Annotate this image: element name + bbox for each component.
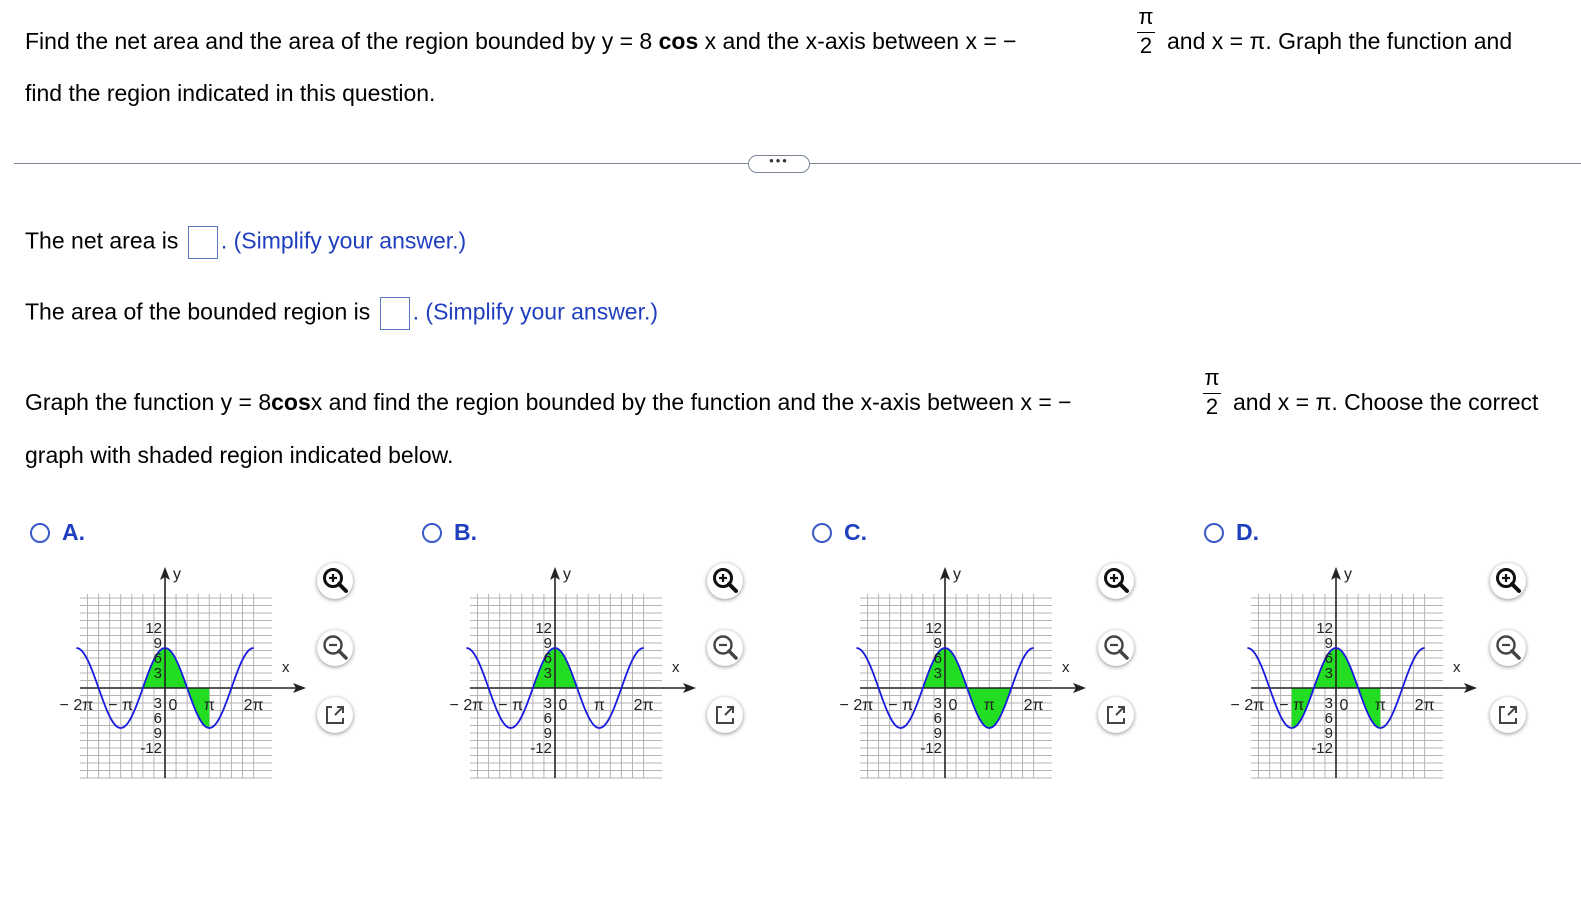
y-tick-label: 6 <box>153 710 162 727</box>
net-area-input[interactable] <box>188 226 218 259</box>
y-tick-label: 3 <box>543 665 552 682</box>
x-tick-label: π <box>983 697 995 714</box>
y-tick-label: 12 <box>925 620 942 637</box>
net-area-row: The net area is . (Simplify your answer.) <box>25 226 466 259</box>
fraction-pi-over-2-b: π 2 <box>1204 365 1220 419</box>
radio-a[interactable] <box>30 523 50 543</box>
x-tick-label: 2π <box>243 697 264 714</box>
y-tick-label: -12 <box>920 740 942 757</box>
popout-button-a[interactable] <box>317 697 353 733</box>
y-tick-label: 6 <box>153 650 162 667</box>
graph-option-c <box>840 560 1090 795</box>
y-axis-label: y <box>563 566 571 583</box>
y-tick-label: 3 <box>1324 695 1333 712</box>
x-axis-label: x <box>1453 659 1461 676</box>
y-tick-label: 3 <box>1324 665 1333 682</box>
y-tick-label: 6 <box>1324 710 1333 727</box>
y-tick-label: 6 <box>543 710 552 727</box>
bounded-area-row: The area of the bounded region is . (Simplify your answer.) <box>25 297 658 330</box>
x-axis-label: x <box>282 659 290 676</box>
y-tick-label: 3 <box>153 665 162 682</box>
zoom-out-icon <box>1490 630 1526 666</box>
popout-icon <box>1098 697 1134 733</box>
x-tick-label: π <box>593 697 605 714</box>
zoom-out-icon <box>707 630 743 666</box>
x-tick-label: 2π <box>633 697 654 714</box>
y-tick-label: -12 <box>140 740 162 757</box>
y-tick-label: 6 <box>933 650 942 667</box>
zoom-in-icon <box>317 563 353 599</box>
x-tick-label: π <box>1374 697 1386 714</box>
y-tick-label: 9 <box>1324 635 1333 652</box>
y-axis-label: y <box>1344 566 1352 583</box>
popout-icon <box>317 697 353 733</box>
y-tick-label: 12 <box>535 620 552 637</box>
y-tick-label: 9 <box>1324 725 1333 742</box>
zoom-out-button-c[interactable] <box>1098 630 1134 666</box>
y-tick-label: -12 <box>530 740 552 757</box>
radio-b[interactable] <box>422 523 442 543</box>
x-tick-label: 2π <box>1414 697 1435 714</box>
option-a[interactable]: A. <box>30 519 85 545</box>
zoom-out-icon <box>1098 630 1134 666</box>
zoom-in-button-a[interactable] <box>317 563 353 599</box>
question-line-2: find the region indicated in this question. <box>25 80 436 106</box>
graph-option-d <box>1231 560 1481 795</box>
zoom-in-icon <box>1490 563 1526 599</box>
option-b[interactable]: B. <box>422 519 477 545</box>
y-tick-label: 3 <box>933 695 942 712</box>
graph-option-b <box>450 560 700 795</box>
x-tick-label: 0 <box>558 697 568 714</box>
zoom-in-button-b[interactable] <box>707 563 743 599</box>
x-tick-label: − π <box>1279 697 1305 714</box>
x-tick-label: − 2π <box>450 697 484 714</box>
radio-c[interactable] <box>812 523 832 543</box>
popout-button-c[interactable] <box>1098 697 1134 733</box>
y-tick-label: 9 <box>543 725 552 742</box>
y-tick-label: 12 <box>145 620 162 637</box>
popout-button-d[interactable] <box>1490 697 1526 733</box>
x-tick-label: 2π <box>1023 697 1044 714</box>
zoom-out-button-b[interactable] <box>707 630 743 666</box>
y-tick-label: 9 <box>543 635 552 652</box>
more-button[interactable]: ••• <box>748 155 810 173</box>
x-tick-label: − 2π <box>1231 697 1265 714</box>
graph-question-line-2: graph with shaded region indicated below. <box>25 442 454 468</box>
y-tick-label: 9 <box>933 635 942 652</box>
zoom-in-button-d[interactable] <box>1490 563 1526 599</box>
zoom-in-icon <box>707 563 743 599</box>
x-tick-label: − π <box>498 697 524 714</box>
bounded-area-input[interactable] <box>380 297 410 330</box>
y-axis-label: y <box>953 566 961 583</box>
fraction-pi-over-2: π 2 <box>1138 4 1154 58</box>
x-tick-label: − π <box>108 697 134 714</box>
x-axis-label: x <box>1062 659 1070 676</box>
zoom-in-icon <box>1098 563 1134 599</box>
y-tick-label: 12 <box>1316 620 1333 637</box>
y-tick-label: 6 <box>1324 650 1333 667</box>
zoom-out-button-d[interactable] <box>1490 630 1526 666</box>
x-tick-label: 0 <box>948 697 958 714</box>
y-tick-label: 6 <box>933 710 942 727</box>
graph-question-line-1-end: and x = π. Choose the correct <box>1233 389 1539 415</box>
x-tick-label: − 2π <box>840 697 874 714</box>
question-line-1: Find the net area and the area of the region bounded by y = 8 cos x and the x-axis between x = − <box>25 28 1017 54</box>
popout-icon <box>707 697 743 733</box>
y-tick-label: 3 <box>543 695 552 712</box>
y-tick-label: 6 <box>543 650 552 667</box>
y-tick-label: 9 <box>153 635 162 652</box>
option-c[interactable]: C. <box>812 519 867 545</box>
x-axis-label: x <box>672 659 680 676</box>
popout-button-b[interactable] <box>707 697 743 733</box>
radio-d[interactable] <box>1204 523 1224 543</box>
popout-icon <box>1490 697 1526 733</box>
y-tick-label: 9 <box>933 725 942 742</box>
y-tick-label: 9 <box>153 725 162 742</box>
graph-option-a <box>60 560 310 795</box>
x-tick-label: π <box>203 697 215 714</box>
zoom-in-button-c[interactable] <box>1098 563 1134 599</box>
y-tick-label: -12 <box>1311 740 1333 757</box>
x-tick-label: − π <box>888 697 914 714</box>
zoom-out-button-a[interactable] <box>317 630 353 666</box>
x-tick-label: 0 <box>168 697 178 714</box>
y-tick-label: 3 <box>153 695 162 712</box>
y-axis-label: y <box>173 566 181 583</box>
question-line-1-end: and x = π. Graph the function and <box>1167 28 1513 54</box>
x-tick-label: 0 <box>1339 697 1349 714</box>
graph-question-line-1: Graph the function y = 8cosx and find the region bounded by the function and the x-axis between x = − <box>25 389 1072 415</box>
zoom-out-icon <box>317 630 353 666</box>
x-tick-label: − 2π <box>60 697 94 714</box>
y-tick-label: 3 <box>933 665 942 682</box>
option-d[interactable]: D. <box>1204 519 1259 545</box>
